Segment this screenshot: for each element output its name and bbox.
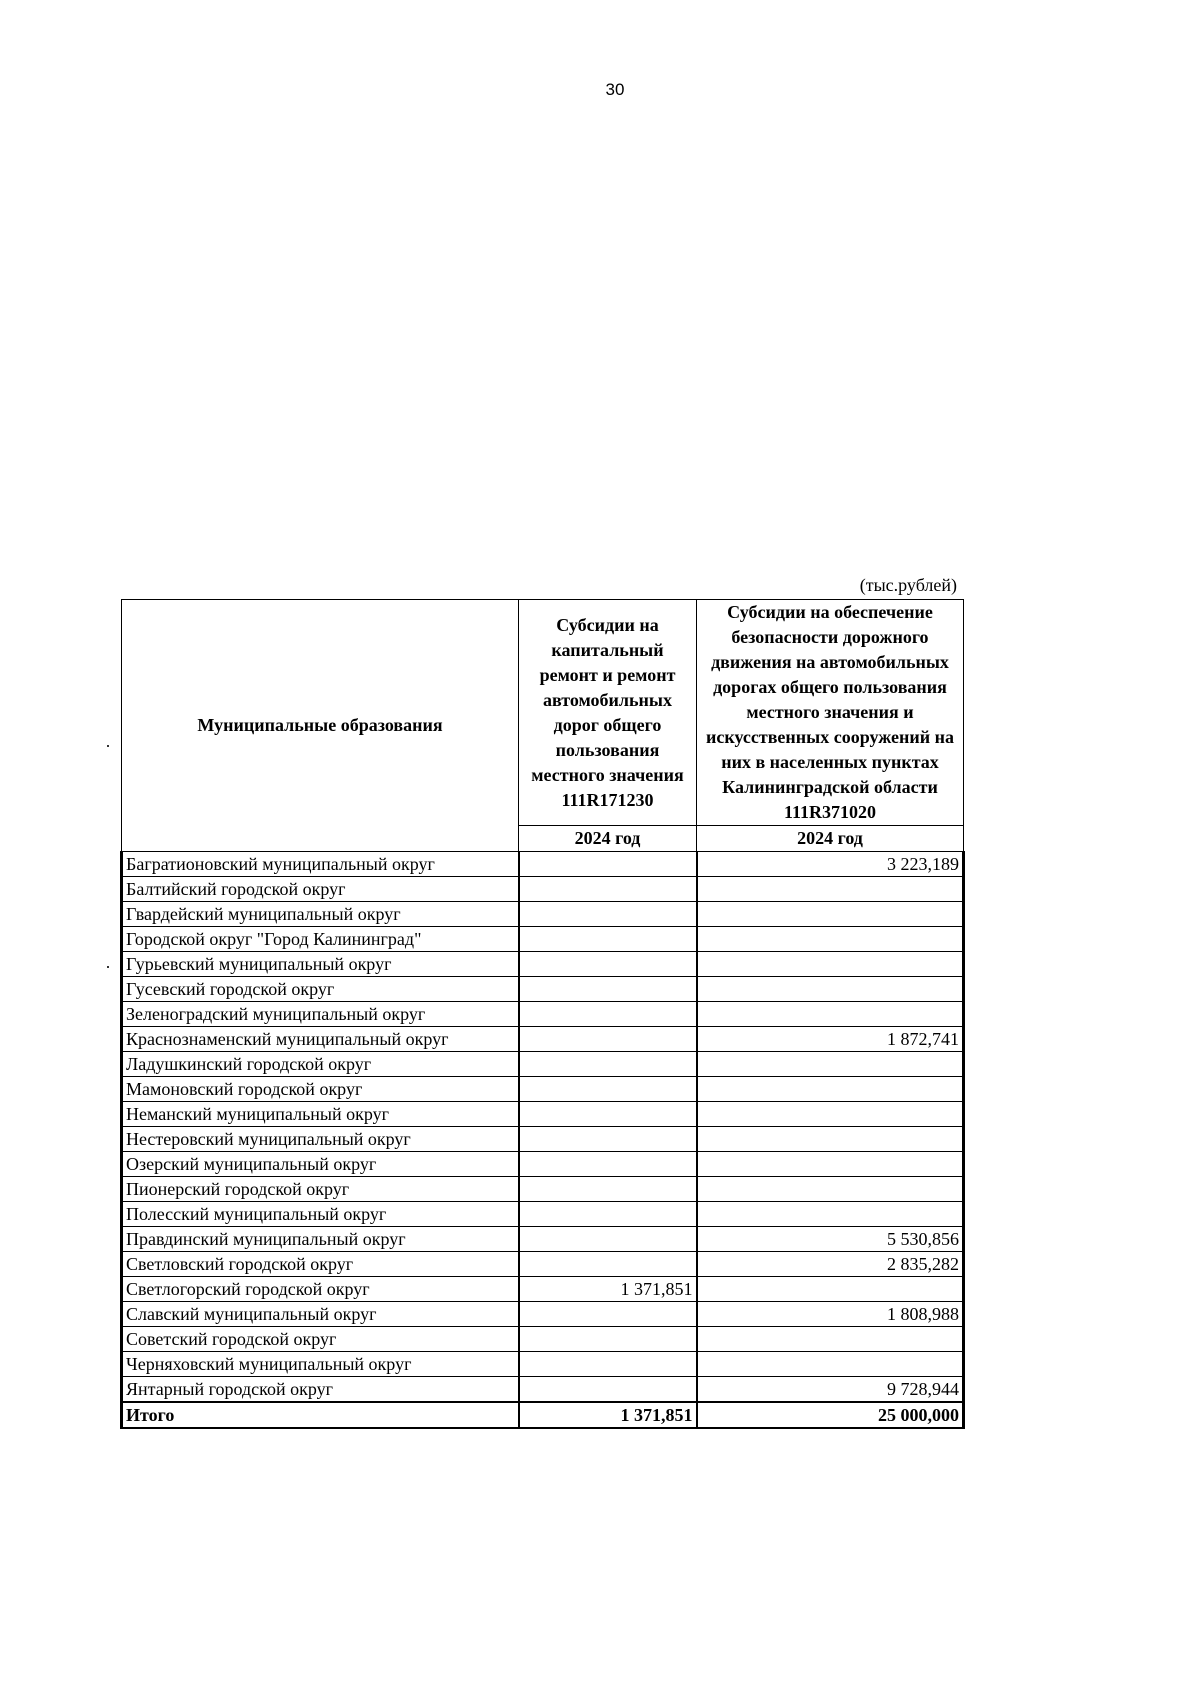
capital-repair-value: [519, 1352, 697, 1377]
total-capital-repair: 1 371,851: [519, 1402, 697, 1428]
road-safety-value: [697, 927, 964, 952]
capital-repair-value: [519, 1077, 697, 1102]
capital-repair-value: [519, 877, 697, 902]
municipality-name: Гусевский городской округ: [122, 977, 519, 1002]
municipality-name: Правдинский муниципальный округ: [122, 1227, 519, 1252]
table-body: [122, 852, 964, 1429]
header-capital-repair-subsidy: Субсидии на капитальный ремонт и ремонт автомобильных дорог общего пользования местного значения 111R171230: [519, 600, 697, 826]
capital-repair-value: [519, 1377, 697, 1403]
road-safety-value: 1 808,988: [697, 1302, 964, 1327]
capital-repair-value: [519, 1177, 697, 1202]
municipality-name: Янтарный городской округ: [122, 1377, 519, 1403]
table-row: [122, 1127, 964, 1152]
table-row: [122, 1177, 964, 1202]
capital-repair-value: [519, 1027, 697, 1052]
municipality-name: Балтийский городской округ: [122, 877, 519, 902]
header-year-col2: 2024 год: [697, 826, 964, 852]
municipality-name: Полесский муниципальный округ: [122, 1202, 519, 1227]
scan-speck: [107, 966, 109, 968]
road-safety-value: [697, 902, 964, 927]
road-safety-value: 9 728,944: [697, 1377, 964, 1403]
capital-repair-value: [519, 902, 697, 927]
capital-repair-value: 1 371,851: [519, 1277, 697, 1302]
table-row: [122, 1352, 964, 1377]
road-safety-value: [697, 1352, 964, 1377]
capital-repair-value: [519, 977, 697, 1002]
capital-repair-value: [519, 1252, 697, 1277]
table-row: [122, 1302, 964, 1327]
municipality-name: Светлогорский городской округ: [122, 1277, 519, 1302]
capital-repair-value: [519, 1227, 697, 1252]
table-row: [122, 902, 964, 927]
capital-repair-value: [519, 952, 697, 977]
municipality-name: Светловский городской округ: [122, 1252, 519, 1277]
capital-repair-value: [519, 1152, 697, 1177]
municipality-name: Советский городской округ: [122, 1327, 519, 1352]
municipality-name: Краснознаменский муниципальный округ: [122, 1027, 519, 1052]
road-safety-value: [697, 1077, 964, 1102]
road-safety-value: [697, 1327, 964, 1352]
header-year-col1: 2024 год: [519, 826, 697, 852]
municipality-name: Черняховский муниципальный округ: [122, 1352, 519, 1377]
municipality-name: Зеленоградский муниципальный округ: [122, 1002, 519, 1027]
capital-repair-value: [519, 1102, 697, 1127]
road-safety-value: [697, 1202, 964, 1227]
table-row: [122, 1052, 964, 1077]
road-safety-value: 3 223,189: [697, 852, 964, 877]
road-safety-value: [697, 1177, 964, 1202]
road-safety-value: [697, 1277, 964, 1302]
municipality-name: Гвардейский муниципальный округ: [122, 902, 519, 927]
municipality-name: Багратионовский муниципальный округ: [122, 852, 519, 877]
header-municipalities: Муниципальные образования: [122, 600, 519, 852]
municipality-name: Пионерский городской округ: [122, 1177, 519, 1202]
table-row: [122, 1077, 964, 1102]
capital-repair-value: [519, 1002, 697, 1027]
municipality-name: Гурьевский муниципальный округ: [122, 952, 519, 977]
table-row: [122, 1202, 964, 1227]
table-row: [122, 1327, 964, 1352]
municipality-name: Неманский муниципальный округ: [122, 1102, 519, 1127]
road-safety-value: [697, 1052, 964, 1077]
table-row: [122, 977, 964, 1002]
capital-repair-value: [519, 1127, 697, 1152]
table-row: [122, 1152, 964, 1177]
table-row: [122, 952, 964, 977]
total-label: Итого: [122, 1402, 519, 1428]
capital-repair-value: [519, 1327, 697, 1352]
capital-repair-value: [519, 927, 697, 952]
table-row: [122, 877, 964, 902]
total-row: [122, 1402, 964, 1428]
municipality-name: Ладушкинский городской округ: [122, 1052, 519, 1077]
table-row: [122, 852, 964, 877]
table-row: [122, 1377, 964, 1403]
municipality-name: Славский муниципальный округ: [122, 1302, 519, 1327]
road-safety-value: [697, 952, 964, 977]
header-road-safety-subsidy: Субсидии на обеспечение безопасности дорожного движения на автомобильных дорогах общего пользования местного значения и искусственных сооружений на них в населенных пунктах Калининградской области 111R371020: [697, 600, 964, 826]
scan-speck: [107, 745, 109, 747]
capital-repair-value: [519, 1302, 697, 1327]
table-row: [122, 1002, 964, 1027]
road-safety-value: [697, 1002, 964, 1027]
municipality-name: Нестеровский муниципальный округ: [122, 1127, 519, 1152]
road-safety-value: [697, 977, 964, 1002]
table-row: [122, 1252, 964, 1277]
capital-repair-value: [519, 1202, 697, 1227]
road-safety-value: 5 530,856: [697, 1227, 964, 1252]
table-row: [122, 1102, 964, 1127]
municipality-name: Озерский муниципальный округ: [122, 1152, 519, 1177]
road-safety-value: [697, 877, 964, 902]
road-safety-value: [697, 1127, 964, 1152]
total-road-safety: 25 000,000: [697, 1402, 964, 1428]
municipality-name: Мамоновский городской округ: [122, 1077, 519, 1102]
municipality-name: Городской округ "Город Калининград": [122, 927, 519, 952]
road-safety-value: [697, 1152, 964, 1177]
table-row: [122, 1027, 964, 1052]
table-row: [122, 1227, 964, 1252]
table-row: [122, 927, 964, 952]
page-number: 30: [605, 80, 625, 99]
subsidy-table: [120, 599, 965, 1429]
road-safety-value: [697, 1102, 964, 1127]
units-label: (тыс.рублей): [859, 575, 957, 595]
road-safety-value: 1 872,741: [697, 1027, 964, 1052]
road-safety-value: 2 835,282: [697, 1252, 964, 1277]
capital-repair-value: [519, 1052, 697, 1077]
table-row: [122, 1277, 964, 1302]
capital-repair-value: [519, 852, 697, 877]
